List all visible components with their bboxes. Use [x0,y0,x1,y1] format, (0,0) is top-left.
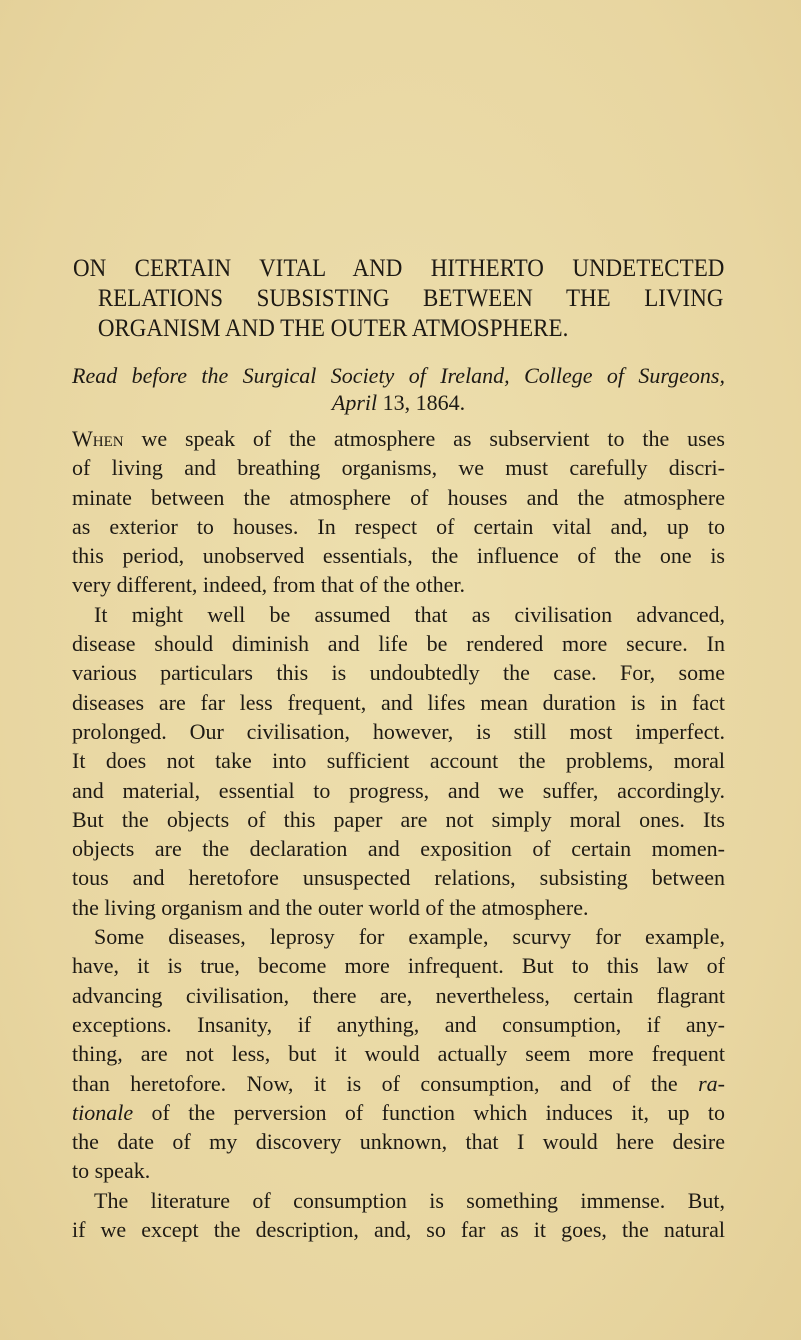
text-line: But the objects of this paper are not simply moral ones. Its [72,806,725,832]
subtitle-date [72,389,725,416]
text-line: if we except the description, and, so far as it goes, the natural [72,1217,725,1243]
text-line: to speak. [72,1158,151,1184]
text-line: of living and breathing organisms, we must carefully discri- [72,455,725,481]
text-line: It does not take into sufficient account the problems, moral [72,748,725,774]
text-line: thing, are not less, but it would actually seem more frequent [72,1041,725,1067]
text-line [72,424,725,453]
text-line: The literature of consumption is something immense. But, [94,1187,725,1213]
read-before-note [72,362,725,416]
text-line: and material, essential to progress, and we suffer, accordingly. [72,777,725,803]
paper-title [73,254,725,344]
text-line [72,1069,725,1098]
text-line: It might well be assumed that as civilisation advanced, [94,601,725,627]
title-line: ORGANISM AND THE OUTER ATMOSPHERE. [97,315,569,342]
text-line [72,1098,725,1127]
text-line: this period, unobserved essentials, the influence of the one is [72,543,725,569]
text-line: objects are the declaration and exposition of certain momen- [72,836,725,862]
text-line: prolonged. Our civilisation, however, is still most imperfect. [72,718,725,744]
text-line: have, it is true, become more infrequent. But to this law of [72,953,725,979]
text-line: tous and heretofore unsuspected relations, subsisting between [72,865,725,891]
text-line: minate between the atmosphere of houses and the atmosphere [72,484,725,510]
text-line: the date of my discovery unknown, that I would here desire [72,1129,725,1155]
text-line: diseases are far less frequent, and lifes mean duration is in fact [72,689,725,715]
title-line: ON CERTAIN VITAL AND HITHERTO UNDETECTED [73,255,725,282]
text-line: the living organism and the outer world of the atmosphere. [72,894,589,920]
text-line: disease should diminish and life be rendered more secure. In [72,631,725,657]
date-rest: 13, 1864. [377,390,466,415]
body-text [72,424,725,1244]
text-line: as exterior to houses. In respect of certain vital and, up to [72,513,725,539]
text-span: than heretofore. Now, it is of consumption, and of the [72,1070,699,1096]
text-line: advancing civilisation, there are, nevertheless, certain flagrant [72,982,725,1008]
title-line: RELATIONS SUBSISTING BETWEEN THE LIVING [97,285,724,312]
text-line: various particulars this is undoubtedly the case. For, some [72,660,725,686]
drop-word: When [72,426,124,451]
text-span: of the perversion of function which induces it, up to [133,1099,725,1125]
text-line: Some diseases, leprosy for example, scurvy for example, [94,924,725,950]
text-line: very different, indeed, from that of the other. [72,572,466,598]
text-span: we speak of the atmosphere as subservient to the uses [123,426,725,451]
date-month: April [331,390,378,415]
italic-word: tionale [72,1099,134,1125]
subtitle-line: Read before the Surgical Society of Ireland, College of Surgeons, [72,363,725,388]
italic-word: ra- [698,1070,725,1096]
text-line: exceptions. Insanity, if anything, and consumption, if any- [72,1011,725,1037]
